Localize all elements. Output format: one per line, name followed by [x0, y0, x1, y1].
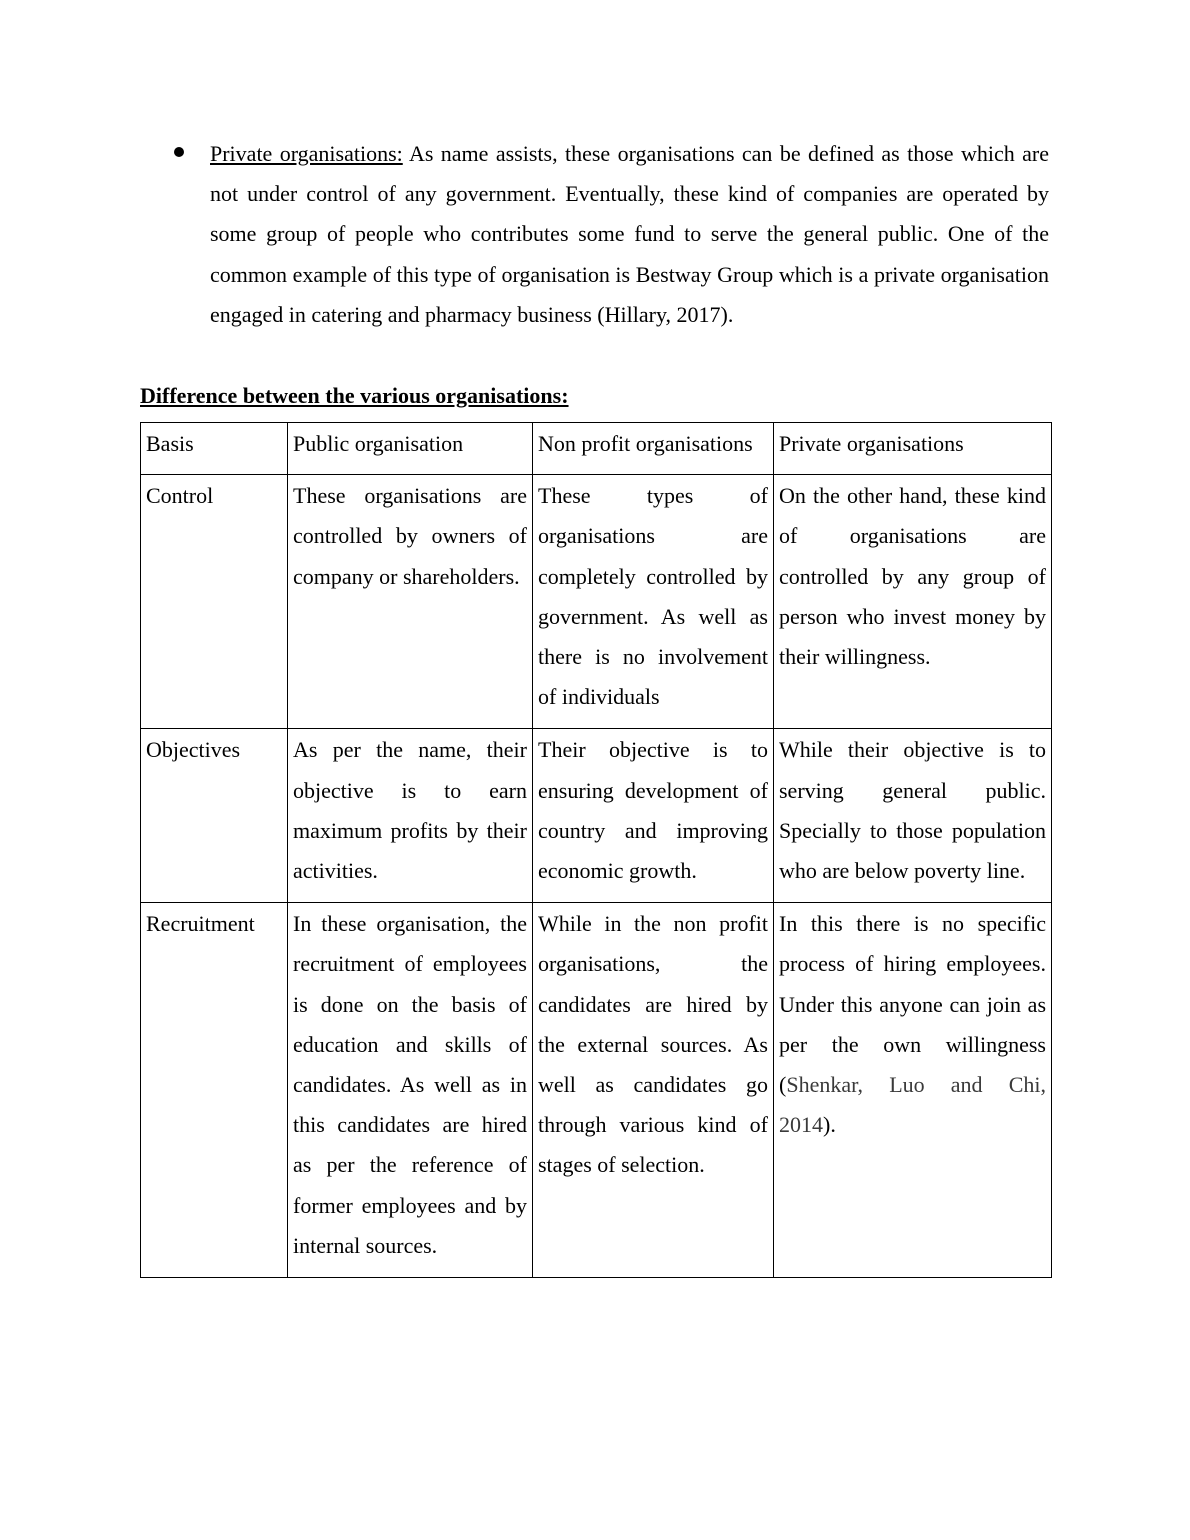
table-row-control	[141, 475, 1052, 729]
cell-nonprofit: While in the non profit organisations, the candidates are hired by the external sources. As well as candidates go through various kind of stages of selection.	[533, 903, 774, 1278]
header-non-profit-organisations: Non profit organisations	[533, 423, 774, 475]
cell-nonprofit: Their objective is to ensuring development of country and improving economic growth.	[533, 729, 774, 903]
cell-nonprofit: These types of organisations are completely controlled by government. As well as there is no involvement of individuals	[533, 475, 774, 729]
citation: Shenkar, Luo and Chi, 2014	[779, 1072, 1046, 1138]
cell-private: While their objective is to serving general public. Specially to those population who are below poverty line.	[774, 729, 1052, 903]
cell-public: As per the name, their objective is to earn maximum profits by their activities.	[288, 729, 533, 903]
paragraph-body: As name assists, these organisations can be defined as those which are not under control of any government. Eventually, these kind of companies are operated by some group of people who contributes some fund to serve the general public. One of the common example of this type of organisation is Bestway Group which is a private organisation engaged in catering and pharmacy business (Hillary, 2017).	[210, 141, 1049, 327]
table-row-recruitment	[141, 903, 1052, 1278]
header-basis: Basis	[141, 423, 288, 475]
table-row-objectives	[141, 729, 1052, 903]
cell-public: These organisations are controlled by owners of company or shareholders.	[288, 475, 533, 729]
paragraph-lead-term: Private organisations:	[210, 141, 403, 166]
cell-basis: Recruitment	[141, 903, 288, 1278]
section-heading: Difference between the various organisations:	[140, 383, 569, 408]
header-public-organisation: Public organisation	[288, 423, 533, 475]
cell-basis: Control	[141, 475, 288, 729]
table-header-row	[141, 423, 1052, 475]
cell-private-text: In this there is no specific process of hiring employees. Under this anyone can join as per the own willingness (	[779, 911, 1046, 1098]
cell-public: In these organisation, the recruitment of employees is done on the basis of education and skills of candidates. As well as in this candidates are hired as per the reference of former employees and by internal sources.	[288, 903, 533, 1278]
comparison-table	[140, 422, 1052, 1278]
cell-private	[774, 903, 1052, 1278]
cell-private: On the other hand, these kind of organisations are controlled by any group of person who invest money by their willingness.	[774, 475, 1052, 729]
header-private-organisations: Private organisations	[774, 423, 1052, 475]
private-organisations-paragraph	[210, 134, 1049, 335]
cell-private-end: ).	[823, 1112, 836, 1138]
bullet-point-icon	[174, 147, 184, 157]
cell-basis: Objectives	[141, 729, 288, 903]
